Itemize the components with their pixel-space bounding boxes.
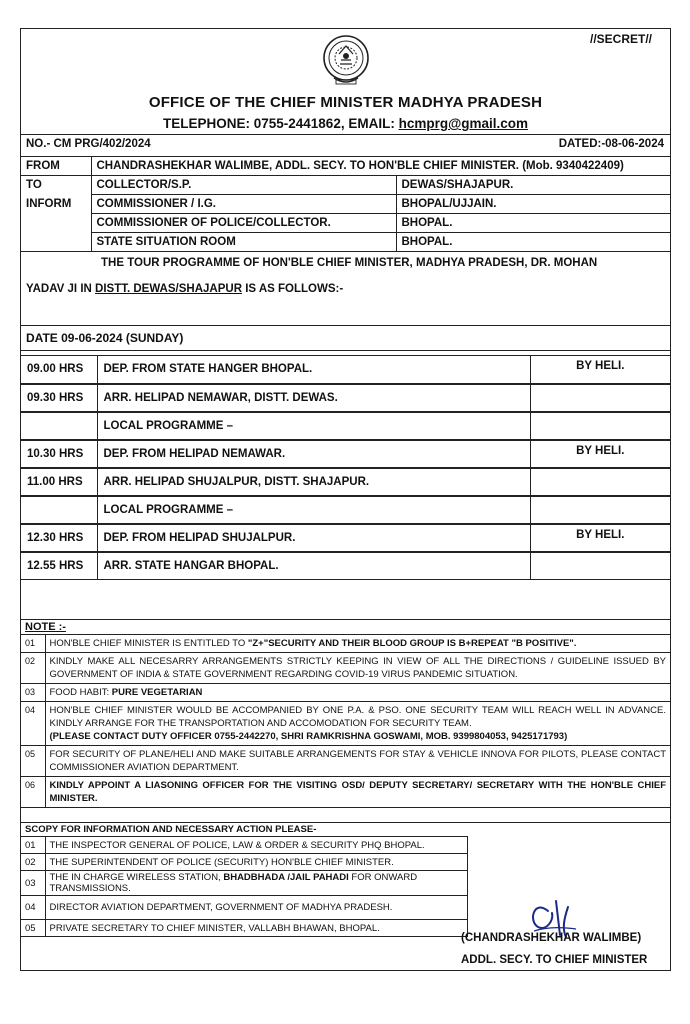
recipient-name: COMMISSIONER / I.G. [91,195,396,214]
copy-number: 01 [21,837,45,854]
signatory-title: ADDL. SECY. TO CHIEF MINISTER [461,954,648,966]
programme-row [21,552,670,580]
note-row [21,653,670,684]
address-row [21,176,670,195]
note-heading: NOTE :- [21,619,670,634]
programme-mode [530,468,670,496]
programme-row [21,356,670,384]
programme-time [21,412,97,440]
note-row [21,702,670,746]
copy-table [21,836,468,937]
copy-row [21,837,468,854]
copy-number: 05 [21,920,45,937]
bold-segment: KINDLY APPOINT A LIASONING OFFICER FOR THE VISITING OSD/ DEPUTY SECRETARY/ SECRETARY WITH THE HON'BLE CHIEF MINISTER. [49,780,666,804]
text-segment: THE SUPERINTENDENT OF POLICE (SECURITY) HON'BLE CHIEF MINISTER. [49,856,394,868]
bold-segment: "Z+"SECURITY AND THEIR BLOOD GROUP IS B+REPEAT "B POSITIVE". [247,638,577,649]
programme-description: LOCAL PROGRAMME – [97,412,530,440]
programme-description: ARR. STATE HANGAR BHOPAL. [97,552,530,580]
note-row [21,635,670,653]
label-blank [21,233,91,252]
programme-mode [530,412,670,440]
recipient-name: COMMISSIONER OF POLICE/COLLECTOR. [91,214,396,233]
note-number: 03 [21,684,45,702]
secret-marking: //SECRET// [589,32,652,46]
programme-mode: BY HELI. [530,440,670,468]
programme-description: ARR. HELIPAD SHUJALPUR, DISTT. SHAJAPUR. [97,468,530,496]
programme-row [21,524,670,552]
programme-description: LOCAL PROGRAMME – [97,496,530,524]
programme-row [21,440,670,468]
to-label: TO [21,176,91,195]
programme-description: ARR. HELIPAD NEMAWAR, DISTT. DEWAS. [97,384,530,412]
from-label: FROM [21,157,91,176]
copy-row [21,854,468,871]
tour-date: DATE 09-06-2024 (SUNDAY) [21,325,670,351]
address-row [21,195,670,214]
intro-text: IS AS FOLLOWS:- [242,283,344,295]
note-row [21,684,670,702]
bold-segment: PURE VEGETARIAN [111,687,203,698]
note-number: 02 [21,653,45,684]
text-segment: FOR ONWARD TRANSMISSIONS. [49,872,418,894]
programme-table [21,355,670,580]
text-segment: FOOD HABIT: [49,687,112,698]
from-row [21,157,670,176]
state-emblem-icon [322,34,370,90]
contact-line [21,116,670,131]
from-value: CHANDRASHEKHAR WALIMBE, ADDL. SECY. TO HON'BLE CHIEF MINISTER. (Mob. 9340422409) [91,157,670,176]
signatory-name: (CHANDRASHEKHAR WALIMBE) [461,932,642,944]
recipient-place: BHOPAL. [396,233,670,252]
intro-text: YADAV JI IN [26,283,96,295]
programme-description: DEP. FROM STATE HANGER BHOPAL. [97,356,530,384]
note-number: 04 [21,702,45,746]
recipient-name: STATE SITUATION ROOM [91,233,396,252]
programme-row [21,468,670,496]
programme-row [21,384,670,412]
intro-line-1: THE TOUR PROGRAMME OF HON'BLE CHIEF MINISTER, MADHYA PRADESH, DR. MOHAN [101,257,598,269]
programme-mode [530,384,670,412]
programme-row [21,412,670,440]
text-segment: THE INSPECTOR GENERAL OF POLICE, LAW & ORDER & SECURITY PHQ BHOPAL. [49,839,425,851]
programme-time: 09.00 HRS [21,356,97,384]
copy-heading: SCOPY FOR INFORMATION AND NECESSARY ACTION PLEASE- [21,822,670,836]
bold-segment: (PLEASE CONTACT DUTY OFFICER 0755-2442270, SHRI RAMKRISHNA GOSWAMI, MOB. 9399804053, 9425171793) [49,731,568,742]
email-link[interactable]: hcmprg@gmail.com [398,116,529,131]
copy-text [45,837,468,854]
document-page [20,28,671,971]
copy-text [45,854,468,871]
programme-row [21,496,670,524]
copy-text [45,896,468,920]
copy-number: 03 [21,871,45,896]
text-segment: KINDLY MAKE ALL NECESARRY ARRANGEMENTS STRICTLY KEEPING IN VIEW OF ALL THE DIRECTIONS / GUIDELINE ISSUED BY GOVERNMENT OF INDIA & STATE GOVERNMENT REGARDING COVID-19 VIRUS PANDEMIC SITUATION. [49,656,666,680]
copy-row [21,896,468,920]
intro-paragraph [21,254,670,298]
recipient-place: BHOPAL. [396,214,670,233]
note-text [45,635,670,653]
text-segment: DIRECTOR AVIATION DEPARTMENT, GOVERNMENT OF MADHYA PRADESH. [49,902,393,913]
programme-description: DEP. FROM HELIPAD SHUJALPUR. [97,524,530,552]
copy-text [45,920,468,937]
copy-row [21,871,468,896]
note-row [21,746,670,777]
label-blank [21,214,91,233]
inform-label: INFORM [21,195,91,214]
recipient-place: BHOPAL/UJJAIN. [396,195,670,214]
programme-time: 10.30 HRS [21,440,97,468]
reference-row [21,135,670,155]
recipient-name: COLLECTOR/S.P. [91,176,396,195]
note-text [45,702,670,746]
programme-time: 12.55 HRS [21,552,97,580]
intro-line-2 [26,280,665,298]
note-row [21,777,670,808]
programme-mode [530,552,670,580]
copy-text [45,871,468,896]
copy-number: 04 [21,896,45,920]
address-row [21,233,670,252]
note-text [45,746,670,777]
programme-mode: BY HELI. [530,524,670,552]
note-number: 01 [21,635,45,653]
bold-segment: BHADBHADA /JAIL PAHADI [223,872,349,883]
office-title: OFFICE OF THE CHIEF MINISTER MADHYA PRADESH [148,94,543,111]
note-text [45,653,670,684]
copy-row [21,920,468,937]
text-segment: HON'BLE CHIEF MINISTER WOULD BE ACCOMPANIED BY ONE P.A. & PSO. ONE SECURITY TEAM WILL REACH WELL IN ADVANCE. KINDLY ARRANGE FOR THE TRANSPORTATION AND ACCOMODATION FOR SECURITY TEAM. [49,705,666,729]
note-number: 05 [21,746,45,777]
programme-description: DEP. FROM HELIPAD NEMAWAR. [97,440,530,468]
programme-time: 09.30 HRS [21,384,97,412]
address-table [21,156,670,252]
address-row [21,214,670,233]
programme-time [21,496,97,524]
text-segment: FOR SECURITY OF PLANE/HELI AND MAKE SUITABLE ARRANGEMENTS FOR STAY & VEHICLE INNOVA FOR PILOTS, PLEASE CONTACT COMMISSIONER AVIATION DEPARTMENT. [49,749,666,773]
telephone-text: TELEPHONE: 0755-2441862, EMAIL: [162,116,399,131]
note-text [45,684,670,702]
note-text [45,777,670,808]
programme-time: 11.00 HRS [21,468,97,496]
text-segment: THE IN CHARGE WIRELESS STATION, [49,872,224,883]
intro-district: DISTT. DEWAS/SHAJAPUR [95,283,242,295]
copy-number: 02 [21,854,45,871]
notes-table [21,634,670,808]
text-segment: PRIVATE SECRETARY TO CHIEF MINISTER, VALLABH BHAWAN, BHOPAL. [49,922,380,934]
text-segment: HON'BLE CHIEF MINISTER IS ENTITLED TO [49,638,248,649]
programme-mode: BY HELI. [530,356,670,384]
programme-mode [530,496,670,524]
programme-time: 12.30 HRS [21,524,97,552]
recipient-place: DEWAS/SHAJAPUR. [396,176,670,195]
note-number: 06 [21,777,45,808]
reference-date: DATED:-08-06-2024 [558,138,664,150]
reference-number: NO.- CM PRG/402/2024 [26,138,151,150]
